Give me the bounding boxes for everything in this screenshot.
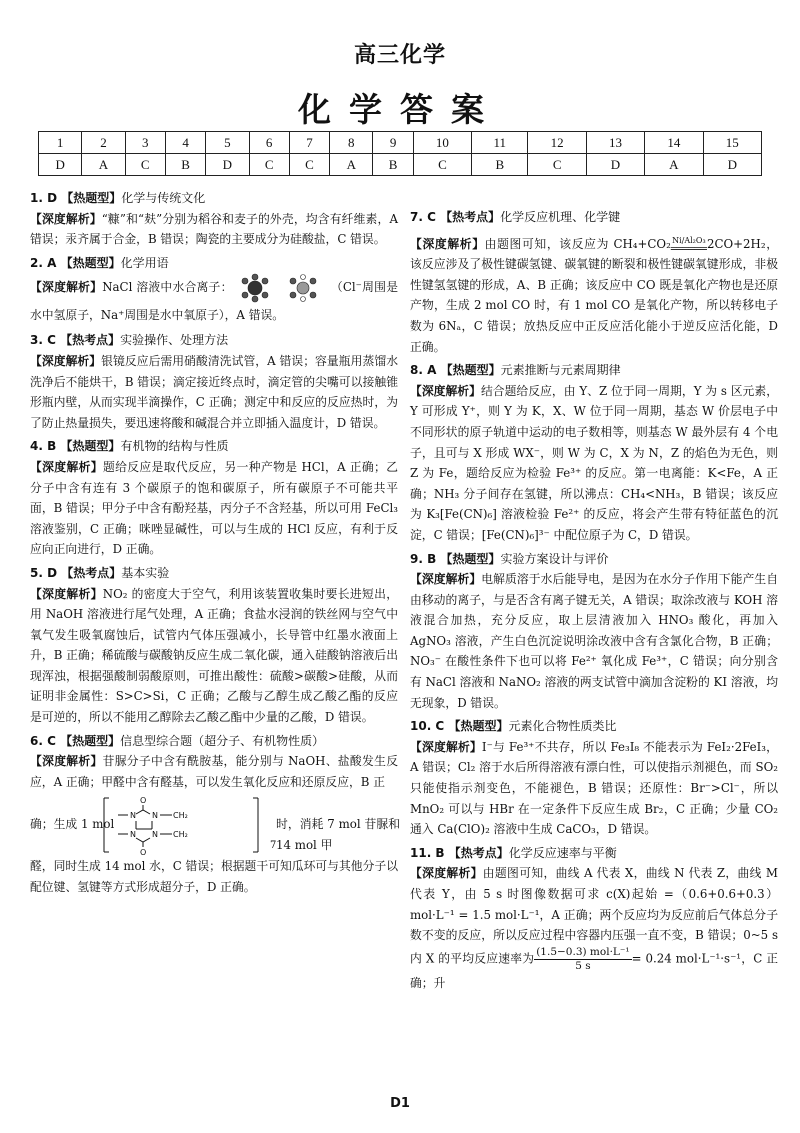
svg-text:O: O [140,796,147,806]
svg-text:N: N [152,830,158,840]
answer-cell: D [206,154,249,176]
page-title: 化学答案 [298,90,502,129]
q5-body: NO₂ 的密度大于空气，利用该装置收集时要长进短出，用 NaOH 溶液进行尾气处理，A 正确；食盐水浸润的铁丝网与空气中氧气发生吸氧腐蚀后，试管内气体压强减小，长导管中红墨水液面上升，B 正确；稀硫酸与碳酸钠反应生成二氧化碳，通入硅酸钠溶液后出现浑浊，根据强酸制弱酸原则，可推出酸性：硫酸>碳酸>硅酸，从而证明非金属性：S>C>Si，C 正确；乙酸与乙醇生成乙酸乙酯的反应是可逆的，所以不能用乙醇除去乙酸乙酯中少量的乙酸，D 错误。 [30,586,398,725]
q10-body: I⁻与 Fe³⁺不共存，所以 Fe₃I₈ 不能表示为 FeI₂·2FeI₃，A 错误；Cl₂ 溶于水后所得溶液有漂白性，可以使指示剂褪色，而 SO₂ 只能使指示剂变色，不能褪色，B 错误；还原性：Br⁻>Cl⁻，所以 MnO₂ 可以与 HBr 在一定条件下反应生成 Br₂，C 正确；少量 CO₂ 通入 Ca(ClO)₂ 溶液中生成 CaCO₃，D 错误。 [410,739,778,837]
question-number-cell: 2 [82,132,125,154]
q6-label: 【深度解析】 [30,754,103,769]
q8-body: 结合题给反应，由 Y、Z 位于同一周期，Y 为 s 区元素，Y 可形成 Y⁺，则 Y 为 K，X、W 位于同一周期，基态 W 价层电子中不同形状的原子轨道中运动的电子数相等，则基态 W 最外层有 4 个电子，且可与 X 形成 WX⁻，则 W 为 C，X 为 N，Z 的焰色为无色，则 Z 为 Fe，题给反应为检验 Fe³⁺ 的反应。第一电离能：K<Fe，A 正确；NH₃ 分子间存在氢键，所以沸点：CH₄<NH₃，B 错误；该反应为 K₃[Fe(CN)₆] 溶液检验 Fe²⁺ 的反应，将会产生带有特征蓝色的沉淀，C 错误；[Fe(CN)₆]³⁻ 中配位原子为 C，D 错误。 [410,383,778,542]
q6-body-a: 苷脲分子中含有酰胺基，能分别与 NaOH、盐酸发生反应，A 正确；甲醛中含有醛基，可以发生氧化反应和还原反应，B 正 [30,754,398,789]
q3-number: 3. C [30,333,56,348]
answer-cell: D [703,154,761,176]
answer-cell: C [249,154,289,176]
q11-number: 11. B [410,845,445,860]
q6-topic: 信息型综合题（超分子、有机物性质） [120,733,325,748]
question-9 [410,549,778,714]
question-number-cell: 12 [528,132,586,154]
answer-cell: C [125,154,165,176]
answer-cell: C [413,154,471,176]
q3-body: 银镜反应后需用硝酸清洗试管，A 错误；容量瓶用蒸馏水洗净后不能烘干，B 错误；滴定接近终点时，滴定管的尖嘴可以接触锥形瓶内壁，从而实现半滴操作，C 正确；测定中和反应的反应热时，为了防止热量损失，要迅速将酸和碱混合并立即插入温度计，D 错误。 [30,353,398,430]
svg-text:N: N [130,811,136,821]
q9-label: 【深度解析】 [410,572,482,587]
question-number-cell: 8 [330,132,373,154]
q6-body-c: 醛，同时生成 14 mol 水，C 错误；根据题干可知瓜环可与其他分子以配位键、氢键等方式形成超分子，D 正确。 [30,859,398,895]
answer-cell: C [289,154,329,176]
q8-number: 8. A [410,363,437,378]
q4-topic: 有机物的结构与性质 [120,439,229,454]
q7-number: 7. C [410,210,436,224]
q7-body-a: 由题图可知，该反应为 CH₄+CO₂ [484,236,671,251]
question-number-cell: 5 [206,132,249,154]
question-3 [30,330,398,433]
answer-cell: D [586,154,644,176]
subject-header: 高三化学 [353,43,446,68]
question-10 [410,716,778,840]
q6-body-b2: 时，消耗 7 mol 苷脲和 14 mol 甲 [276,817,400,853]
q2-body-a: NaCl 溶液中水合离子： [102,280,233,295]
q8-topic: 元素推断与元素周期律 [500,363,621,378]
q10-number: 10. C [410,719,445,734]
q11-tag: 【热考点】 [448,845,509,860]
question-7 [410,207,778,357]
q2-tag: 【热题型】 [60,255,121,270]
q9-tag: 【热题型】 [440,551,501,566]
answer-cell: A [645,154,703,176]
q6-number: 6. C [30,733,56,748]
q11-topic: 化学反应速率与平衡 [508,845,617,860]
q9-number: 9. B [410,551,437,566]
question-number-cell: 7 [289,132,329,154]
page-number: D1 [390,1096,410,1111]
answer-cell: A [330,154,373,176]
fraction-numerator: (1.5−0.3) mol·L⁻¹ [536,945,630,958]
left-column [30,185,398,898]
q6-body-b1: 确；生成 1 mol [30,817,115,832]
q8-label: 【深度解析】 [410,383,481,398]
q3-tag: 【热考点】 [60,333,121,348]
question-11 [410,843,778,994]
hydrated-ions-figure [233,273,331,303]
q1-body: “糠”和“麸”分别为稻谷和麦子的外壳，均含有纤维素，A 错误；汞齐属于合金，B 错误；陶瓷的主要成分为硅酸盐，C 错误。 [30,211,398,247]
cucurbituril-unit-figure [100,794,270,856]
question-number-cell: 1 [39,132,82,154]
question-number-cell: 9 [373,132,413,154]
svg-text:N: N [130,830,136,840]
answer-cell: B [373,154,413,176]
question-5 [30,563,398,728]
q4-label: 【深度解析】 [30,459,103,474]
q7-topic: 化学反应机理、化学键 [500,210,621,224]
answer-cell: A [82,154,125,176]
right-column-content [410,185,778,993]
answer-cell: B [472,154,528,176]
q4-body: 题给反应是取代反应，另一种产物是 HCl，A 正确；乙分子中含有连有 3 个碳原子的饱和碳原子，所有碳原子不可能共平面，B 错误；甲分子中含有酚羟基，丙分子不含羟基，所以可用 FeCl₃ 溶液鉴别，C 正确；咪唑显碱性，可以与生成的 HCl 反应，有利于反应向正向进行，D 正确。 [30,459,398,557]
q3-label: 【深度解析】 [30,353,102,368]
catalyst-arrow [671,236,707,254]
q7-catalyst: Ni/Al₂O₃ [672,235,706,245]
q7-label: 【深度解析】 [410,236,485,251]
answer-table [38,131,762,176]
answer-cell: B [165,154,205,176]
q4-tag: 【热题型】 [60,439,121,454]
q11-label: 【深度解析】 [410,866,483,881]
q10-tag: 【热题型】 [448,719,509,734]
question-number-cell: 6 [249,132,289,154]
svg-text:O: O [140,848,147,857]
q7-body-b: 2CO+2H₂，该反应涉及了极性键碳氢键、碳氧键的断裂和极性键碳氧键形成，非极性键氢氢键的形成，A、B 正确；该反应中 CO 既是氧化产物也是还原产物，生成 2 mol CO 时，有 1 mol CO 是氧化产物，所以转移电子数为 6Nₐ，C 错误；放热反应中正反应活化能小于逆反应活化能，D 正确。 [410,236,778,354]
answer-letter-row [39,154,762,176]
q7-tag: 【热考点】 [440,210,501,224]
q2-topic: 化学用语 [120,255,169,270]
question-4 [30,436,398,560]
q1-topic: 化学与传统文化 [121,191,206,205]
question-number-cell: 13 [586,132,644,154]
q6-tag: 【热题型】 [60,733,121,748]
q2-number: 2. A [30,255,57,270]
q9-topic: 实验方案设计与评价 [500,551,609,566]
svg-text:CH₂: CH₂ [173,830,188,840]
svg-text:CH₂: CH₂ [173,811,188,821]
q6-mol-subscript: 7 [270,840,277,852]
q11-body-a: 由题图可知，曲线 A 代表 X，曲线 N 代表 Z，曲线 M 代表 Y，由 5 s 时图像数据可求 c(X)起始 =（0.6+0.6+0.3）mol·L⁻¹ = 1.5 mol·L⁻¹，A 正确；两个反应均为反应前后气体总分子数不变的反应，所以反应过程中容器内压强一直不变，B 错误；0~5 s 内 X 的平均反应速率为 [410,866,778,966]
q1-tag: 【热题型】 [61,191,122,205]
q2-body-b: （Cl⁻周围是水中氢原子，Na⁺周围是水中氧原子），A 错误。 [30,280,398,323]
question-number-cell: 10 [413,132,471,154]
question-number-cell: 4 [165,132,205,154]
q5-topic: 基本实验 [121,565,170,580]
q5-tag: 【热考点】 [61,565,122,580]
rate-fraction [534,946,631,973]
q3-topic: 实验操作、处理方法 [120,333,229,348]
q2-label: 【深度解析】 [30,280,103,295]
q1-number: 1. D [30,191,58,205]
answer-cell: D [39,154,82,176]
question-number-cell: 14 [645,132,703,154]
q11-body-b: = 0.24 mol·L⁻¹·s⁻¹，C 正确；升 [410,951,778,990]
question-number-cell: 11 [472,132,528,154]
answer-number-row [39,132,762,154]
q5-label: 【深度解析】 [30,586,103,601]
question-8 [410,360,778,545]
question-number-cell: 15 [703,132,761,154]
q4-number: 4. B [30,439,57,454]
q5-number: 5. D [30,565,58,580]
question-1 [30,188,398,250]
question-6 [30,731,398,898]
q10-topic: 元素化合物性质类比 [508,719,617,734]
question-2 [30,253,398,328]
q10-label: 【深度解析】 [410,739,482,754]
answer-cell: C [528,154,586,176]
q8-tag: 【热题型】 [440,363,501,378]
fraction-denominator: 5 s [575,959,591,972]
q9-body: 电解质溶于水后能导电，是因为在水分子作用下能产生自由移动的离子，与是否含有离子键无关，A 错误；取涂改液与 KOH 溶液混合加热，充分反应，取上层清液加入 HNO₃ 酸化，再加入 AgNO₃ 溶液，产生白色沉淀说明涂改液中含有含氯化合物，B 正确；NO₃⁻ 在酸性条件下也可以将 Fe²⁺ 氧化成 Fe³⁺，C 错误；向分别含有 NaCl 溶液和 NaNO₂ 溶液的两支试管中滴加含淀粉的 KI 溶液，均无现象，D 错误。 [410,572,778,710]
q1-label: 【深度解析】 [30,211,102,226]
equals-arrow-glyph: ══════ [670,243,707,255]
svg-text:N: N [152,811,158,821]
question-number-cell: 3 [125,132,165,154]
